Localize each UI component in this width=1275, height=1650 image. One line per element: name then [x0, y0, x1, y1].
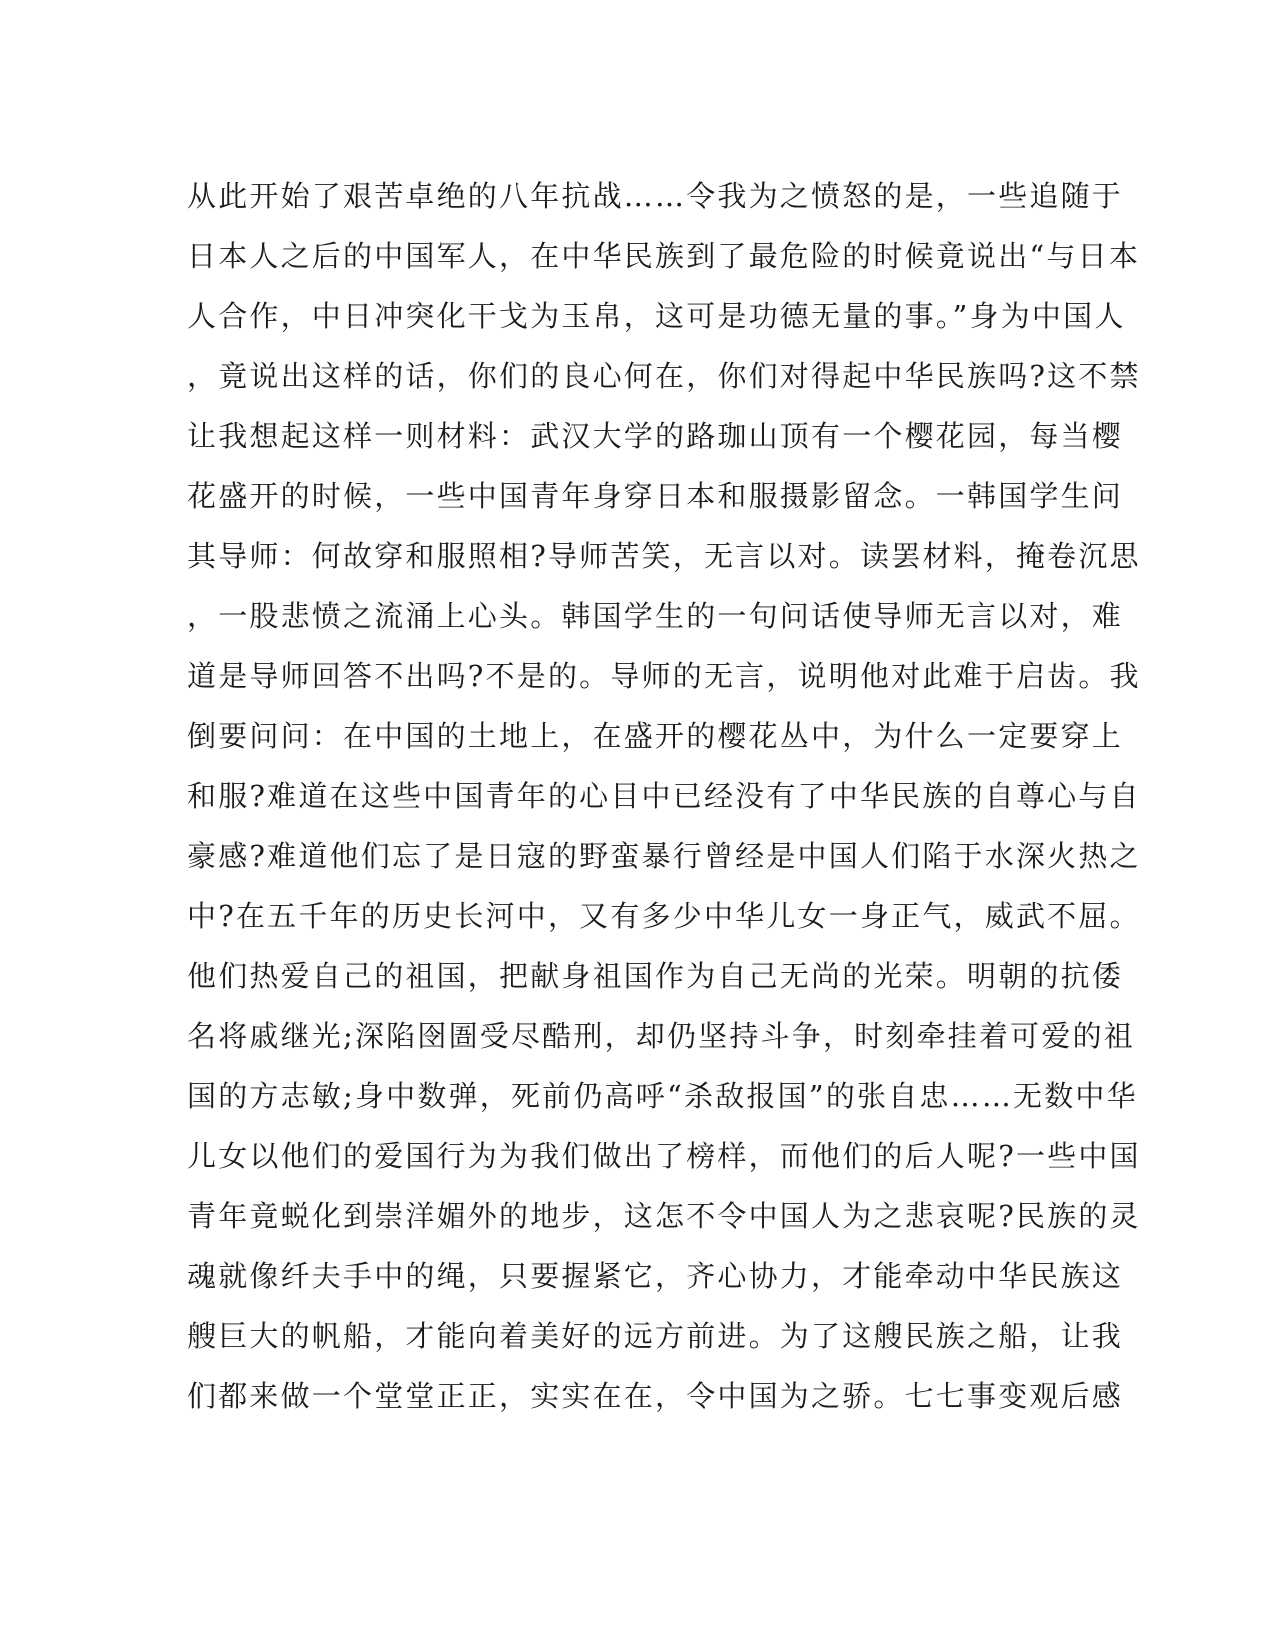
- text-line: 儿女以他们的爱国行为为我们做出了榜样，而他们的后人呢?一些中国: [187, 1139, 1141, 1173]
- text-line: ，一股悲愤之流涌上心头。韩国学生的一句问话使导师无言以对，难: [187, 599, 1124, 633]
- text-line: 让我想起这样一则材料：武汉大学的路珈山顶有一个樱花园，每当樱: [187, 419, 1124, 453]
- text-line: 国的方志敏;身中数弹，死前仍高呼“杀敌报国”的张自忠……无数中华: [187, 1079, 1138, 1113]
- body-text: [187, 166, 1141, 1426]
- text-line: 从此开始了艰苦卓绝的八年抗战……令我为之愤怒的是，一些追随于: [187, 179, 1124, 213]
- text-line: 花盛开的时候，一些中国青年身穿日本和服摄影留念。一韩国学生问: [187, 479, 1124, 513]
- text-line: 他们热爱自己的祖国，把献身祖国作为自己无尚的光荣。明朝的抗倭: [187, 959, 1124, 993]
- text-line: 名将戚继光;深陷囹圄受尽酷刑，却仍坚持斗争，时刻牵挂着可爱的祖: [187, 1019, 1135, 1053]
- text-line: ，竟说出这样的话，你们的良心何在，你们对得起中华民族吗?这不禁: [187, 359, 1141, 393]
- text-line: 豪感?难道他们忘了是日寇的野蛮暴行曾经是中国人们陷于水深火热之: [187, 839, 1141, 873]
- text-line: 日本人之后的中国军人，在中华民族到了最危险的时候竟说出“与日本: [187, 239, 1141, 273]
- text-line: 道是导师回答不出吗?不是的。导师的无言，说明他对此难于启齿。我: [187, 659, 1141, 693]
- text-line: 和服?难道在这些中国青年的心目中已经没有了中华民族的自尊心与自: [187, 779, 1141, 813]
- text-line: 其导师：何故穿和服照相?导师苦笑，无言以对。读罢材料，掩卷沉思: [187, 539, 1141, 573]
- text-line: 青年竟蜕化到崇洋媚外的地步，这怎不令中国人为之悲哀呢?民族的灵: [187, 1199, 1141, 1233]
- text-line: 中?在五千年的历史长河中，又有多少中华儿女一身正气，威武不屈。: [187, 899, 1141, 933]
- text-line: 魂就像纤夫手中的绳，只要握紧它，齐心协力，才能牵动中华民族这: [187, 1259, 1124, 1293]
- text-line: 倒要问问：在中国的土地上，在盛开的樱花丛中，为什么一定要穿上: [187, 719, 1124, 753]
- text-line: 艘巨大的帆船，才能向着美好的远方前进。为了这艘民族之船，让我: [187, 1319, 1124, 1353]
- text-line: 们都来做一个堂堂正正，实实在在，令中国为之骄。七七事变观后感: [187, 1379, 1124, 1413]
- text-line: 人合作，中日冲突化干戈为玉帛，这可是功德无量的事。”身为中国人: [187, 299, 1126, 333]
